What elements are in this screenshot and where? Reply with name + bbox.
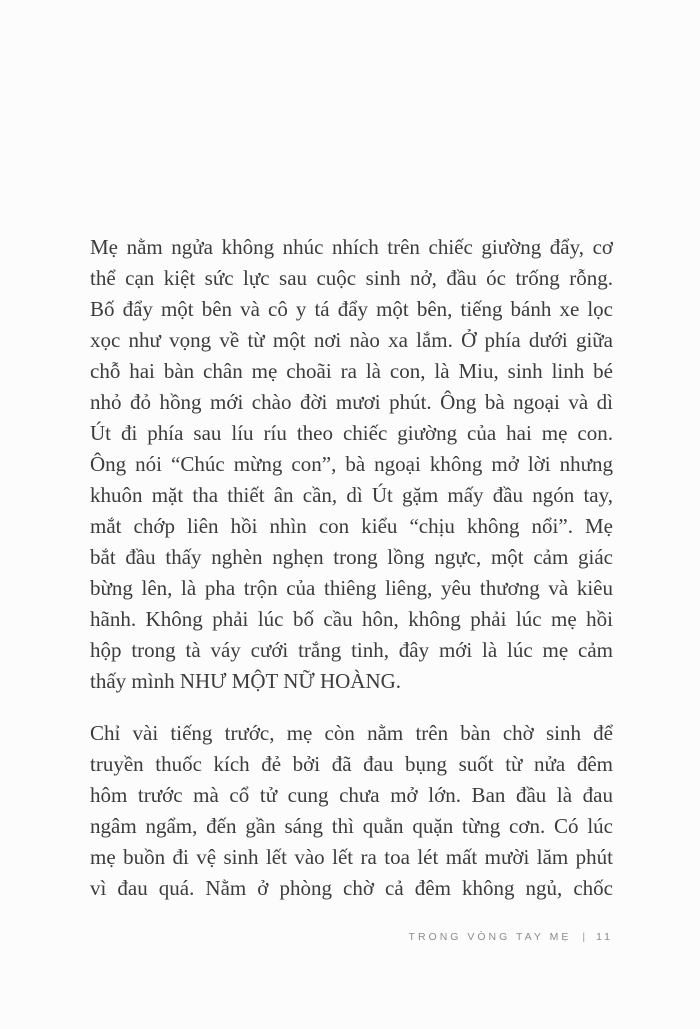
text-line: ngâm ngẩm, đến gần sáng thì quằn quặn từng cơn. Có lúc — [90, 814, 613, 838]
text-line: chỗ hai bàn chân mẹ choãi ra là con, là Miu, sinh linh bé — [90, 359, 613, 383]
footer-book-title: TRONG VÒNG TAY MẸ — [408, 931, 572, 943]
text-line: mắt chớp liên hồi nhìn con kiểu “chịu không nổi”. Mẹ — [90, 514, 613, 538]
text-line: thể cạn kiệt sức lực sau cuộc sinh nở, đầu óc trống rỗng. — [90, 266, 613, 290]
text-line: Út đi phía sau líu ríu theo chiếc giường của hai mẹ con. — [90, 421, 613, 445]
text-line: hộp trong tà váy cưới trắng tinh, đây mới là lúc mẹ cảm — [90, 638, 613, 662]
text-line: hãnh. Không phải lúc bố cầu hôn, không phải lúc mẹ hồi — [90, 607, 613, 631]
text-line: Bố đẩy một bên và cô y tá đẩy một bên, tiếng bánh xe lọc — [90, 297, 613, 321]
text-line: Chỉ vài tiếng trước, mẹ còn nằm trên bàn chờ sinh để — [90, 721, 613, 745]
text-line: hôm trước mà cổ tử cung chưa mở lớn. Ban đầu là đau — [90, 783, 613, 807]
text-line: vì đau quá. Nằm ở phòng chờ cả đêm không ngủ, chốc — [90, 876, 613, 900]
footer-separator: | — [582, 931, 586, 943]
text-line: truyền thuốc kích đẻ bởi đã đau bụng suốt từ nửa đêm — [90, 752, 613, 776]
text-line: xọc như vọng về từ một nơi nào xa lắm. Ở phía dưới giữa — [90, 328, 613, 352]
text-line: Mẹ nằm ngửa không nhúc nhích trên chiếc giường đẩy, cơ — [90, 235, 613, 259]
footer-page-number: 11 — [596, 931, 613, 943]
running-footer — [409, 931, 613, 943]
body-text — [90, 232, 613, 904]
text-line: mẹ buồn đi vệ sinh lết vào lết ra toa lét mất mười lăm phút — [90, 845, 613, 869]
text-line: khuôn mặt tha thiết ân cần, dì Út gặm mấy đầu ngón tay, — [90, 483, 613, 507]
text-line: bừng lên, là pha trộn của thiêng liêng, yêu thương và kiêu — [90, 576, 613, 600]
text-line: bắt đầu thấy nghèn nghẹn trong lồng ngực, một cảm giác — [90, 545, 613, 569]
paragraph-2 — [90, 718, 613, 904]
text-line: thấy mình NHƯ MỘT NỮ HOÀNG. — [90, 669, 402, 693]
text-line: nhỏ đỏ hồng mới chào đời mươi phút. Ông bà ngoại và dì — [90, 390, 613, 414]
paragraph-1 — [90, 232, 613, 697]
text-line: Ông nói “Chúc mừng con”, bà ngoại không mở lời nhưng — [90, 452, 613, 476]
